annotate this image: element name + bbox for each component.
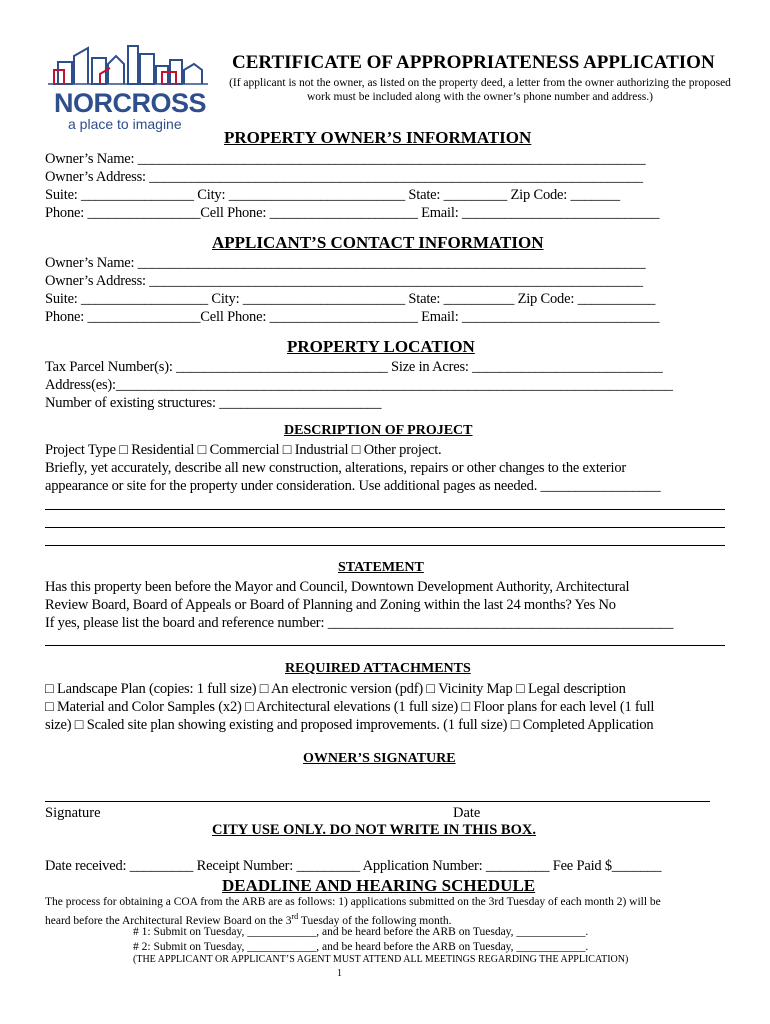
description-instructions: Briefly, yet accurately, describe all new construction, alterations, repairs or other changes to the exterior — [45, 460, 627, 476]
statement-line[interactable] — [45, 645, 725, 646]
applicant-suite-city-state-zip[interactable]: Suite: __________________ City: _______________________ State: __________ Zip Code: ___________ — [45, 291, 656, 307]
attachments-checklist-1[interactable]: □ Landscape Plan (copies: 1 full size) □ An electronic version (pdf) □ Vicinity Map □ Legal description — [45, 681, 626, 697]
page-number: 1 — [337, 968, 342, 979]
date-label: Date — [453, 805, 481, 821]
signature-line[interactable] — [45, 801, 710, 802]
header-note-line1: (If applicant is not the owner, as listed on the property deed, a letter from the owner authorizing the proposed — [229, 77, 731, 89]
norcross-logo — [44, 44, 214, 130]
owner-address-field[interactable]: Owner’s Address: ______________________________________________________________________ — [45, 169, 643, 185]
schedule-item-1[interactable]: # 1: Submit on Tuesday, ____________, and be heard before the ARB on Tuesday, ____________. — [133, 926, 589, 938]
owner-suite-city-state-zip[interactable]: Suite: ________________ City: _________________________ State: _________ Zip Code: _______ — [45, 187, 620, 203]
address-field[interactable]: Address(es):_______________________________________________________________________________ — [45, 377, 673, 393]
signature-label: Signature — [45, 805, 101, 821]
deadline-text-line2: heard before the Architectural Review Board on the 3rd Tuesday of the following month. — [45, 912, 452, 927]
description-line[interactable] — [45, 527, 725, 528]
description-instructions-2[interactable]: appearance or site for the property under consideration. Use additional pages as needed. _________________ — [45, 478, 661, 494]
owner-name-field[interactable]: Owner’s Name: ________________________________________________________________________ — [45, 151, 646, 167]
logo-brand: NORCROSS — [54, 88, 207, 118]
applicant-phone-email[interactable]: Phone: ________________Cell Phone: _____________________ Email: ____________________________ — [45, 309, 660, 325]
attachments-heading: REQUIRED ATTACHMENTS — [285, 661, 471, 676]
city-use-fields[interactable]: Date received: _________ Receipt Number: _________ Application Number: _________ Fee Paid $_______ — [45, 858, 662, 874]
page-title: CERTIFICATE OF APPROPRIATENESS APPLICATION — [232, 52, 715, 73]
logo-tagline: a place to imagine — [68, 116, 182, 132]
board-reference-field[interactable]: If yes, please list the board and reference number: _________________________________________________ — [45, 615, 674, 631]
statement-heading: STATEMENT — [338, 560, 424, 575]
description-line[interactable] — [45, 545, 725, 546]
deadline-heading: DEADLINE AND HEARING SCHEDULE — [222, 876, 536, 895]
description-line[interactable] — [45, 509, 725, 510]
schedule-item-2[interactable]: # 2: Submit on Tuesday, ____________, and be heard before the ARB on Tuesday, ____________. — [133, 941, 589, 953]
owner-phone-email[interactable]: Phone: ________________Cell Phone: _____________________ Email: ____________________________ — [45, 205, 660, 221]
header-note-line2: work must be included along with the owner’s phone number and address.) — [307, 91, 653, 103]
attachments-checklist-2[interactable]: □ Material and Color Samples (x2) □ Architectural elevations (1 full size) □ Floor plans for each level (1 full — [45, 699, 655, 715]
applicant-address-field[interactable]: Owner’s Address: ______________________________________________________________________ — [45, 273, 643, 289]
signature-heading: OWNER’S SIGNATURE — [303, 751, 456, 766]
attachments-checklist-3[interactable]: size) □ Scaled site plan showing existing and proposed improvements. (1 full size) □ Completed Application — [45, 717, 654, 733]
location-heading: PROPERTY LOCATION — [287, 337, 475, 356]
city-use-heading: CITY USE ONLY. DO NOT WRITE IN THIS BOX. — [212, 822, 536, 838]
deadline-text-line1: The process for obtaining a COA from the ARB are as follows: 1) applications submitted on the 3rd Tuesday of each month 2) will be — [45, 896, 661, 908]
owner-heading: PROPERTY OWNER’S INFORMATION — [224, 128, 532, 147]
applicant-name-field[interactable]: Owner’s Name: ________________________________________________________________________ — [45, 255, 646, 271]
statement-yes-no[interactable]: Review Board, Board of Appeals or Board of Planning and Zoning within the last 24 months? Yes No — [45, 597, 616, 613]
description-heading: DESCRIPTION OF PROJECT — [284, 423, 473, 438]
existing-structures-field[interactable]: Number of existing structures: _______________________ — [45, 395, 382, 411]
tax-parcel-field[interactable]: Tax Parcel Number(s): ______________________________ Size in Acres: ___________________________ — [45, 359, 663, 375]
project-type-options[interactable]: Project Type □ Residential □ Commercial □ Industrial □ Other project. — [45, 442, 442, 458]
statement-line1: Has this property been before the Mayor and Council, Downtown Development Authority, Architectural — [45, 579, 630, 595]
attendance-notice: (THE APPLICANT OR APPLICANT’S AGENT MUST ATTEND ALL MEETINGS REGARDING THE APPLICATION) — [133, 954, 629, 965]
applicant-heading: APPLICANT’S CONTACT INFORMATION — [212, 233, 544, 252]
